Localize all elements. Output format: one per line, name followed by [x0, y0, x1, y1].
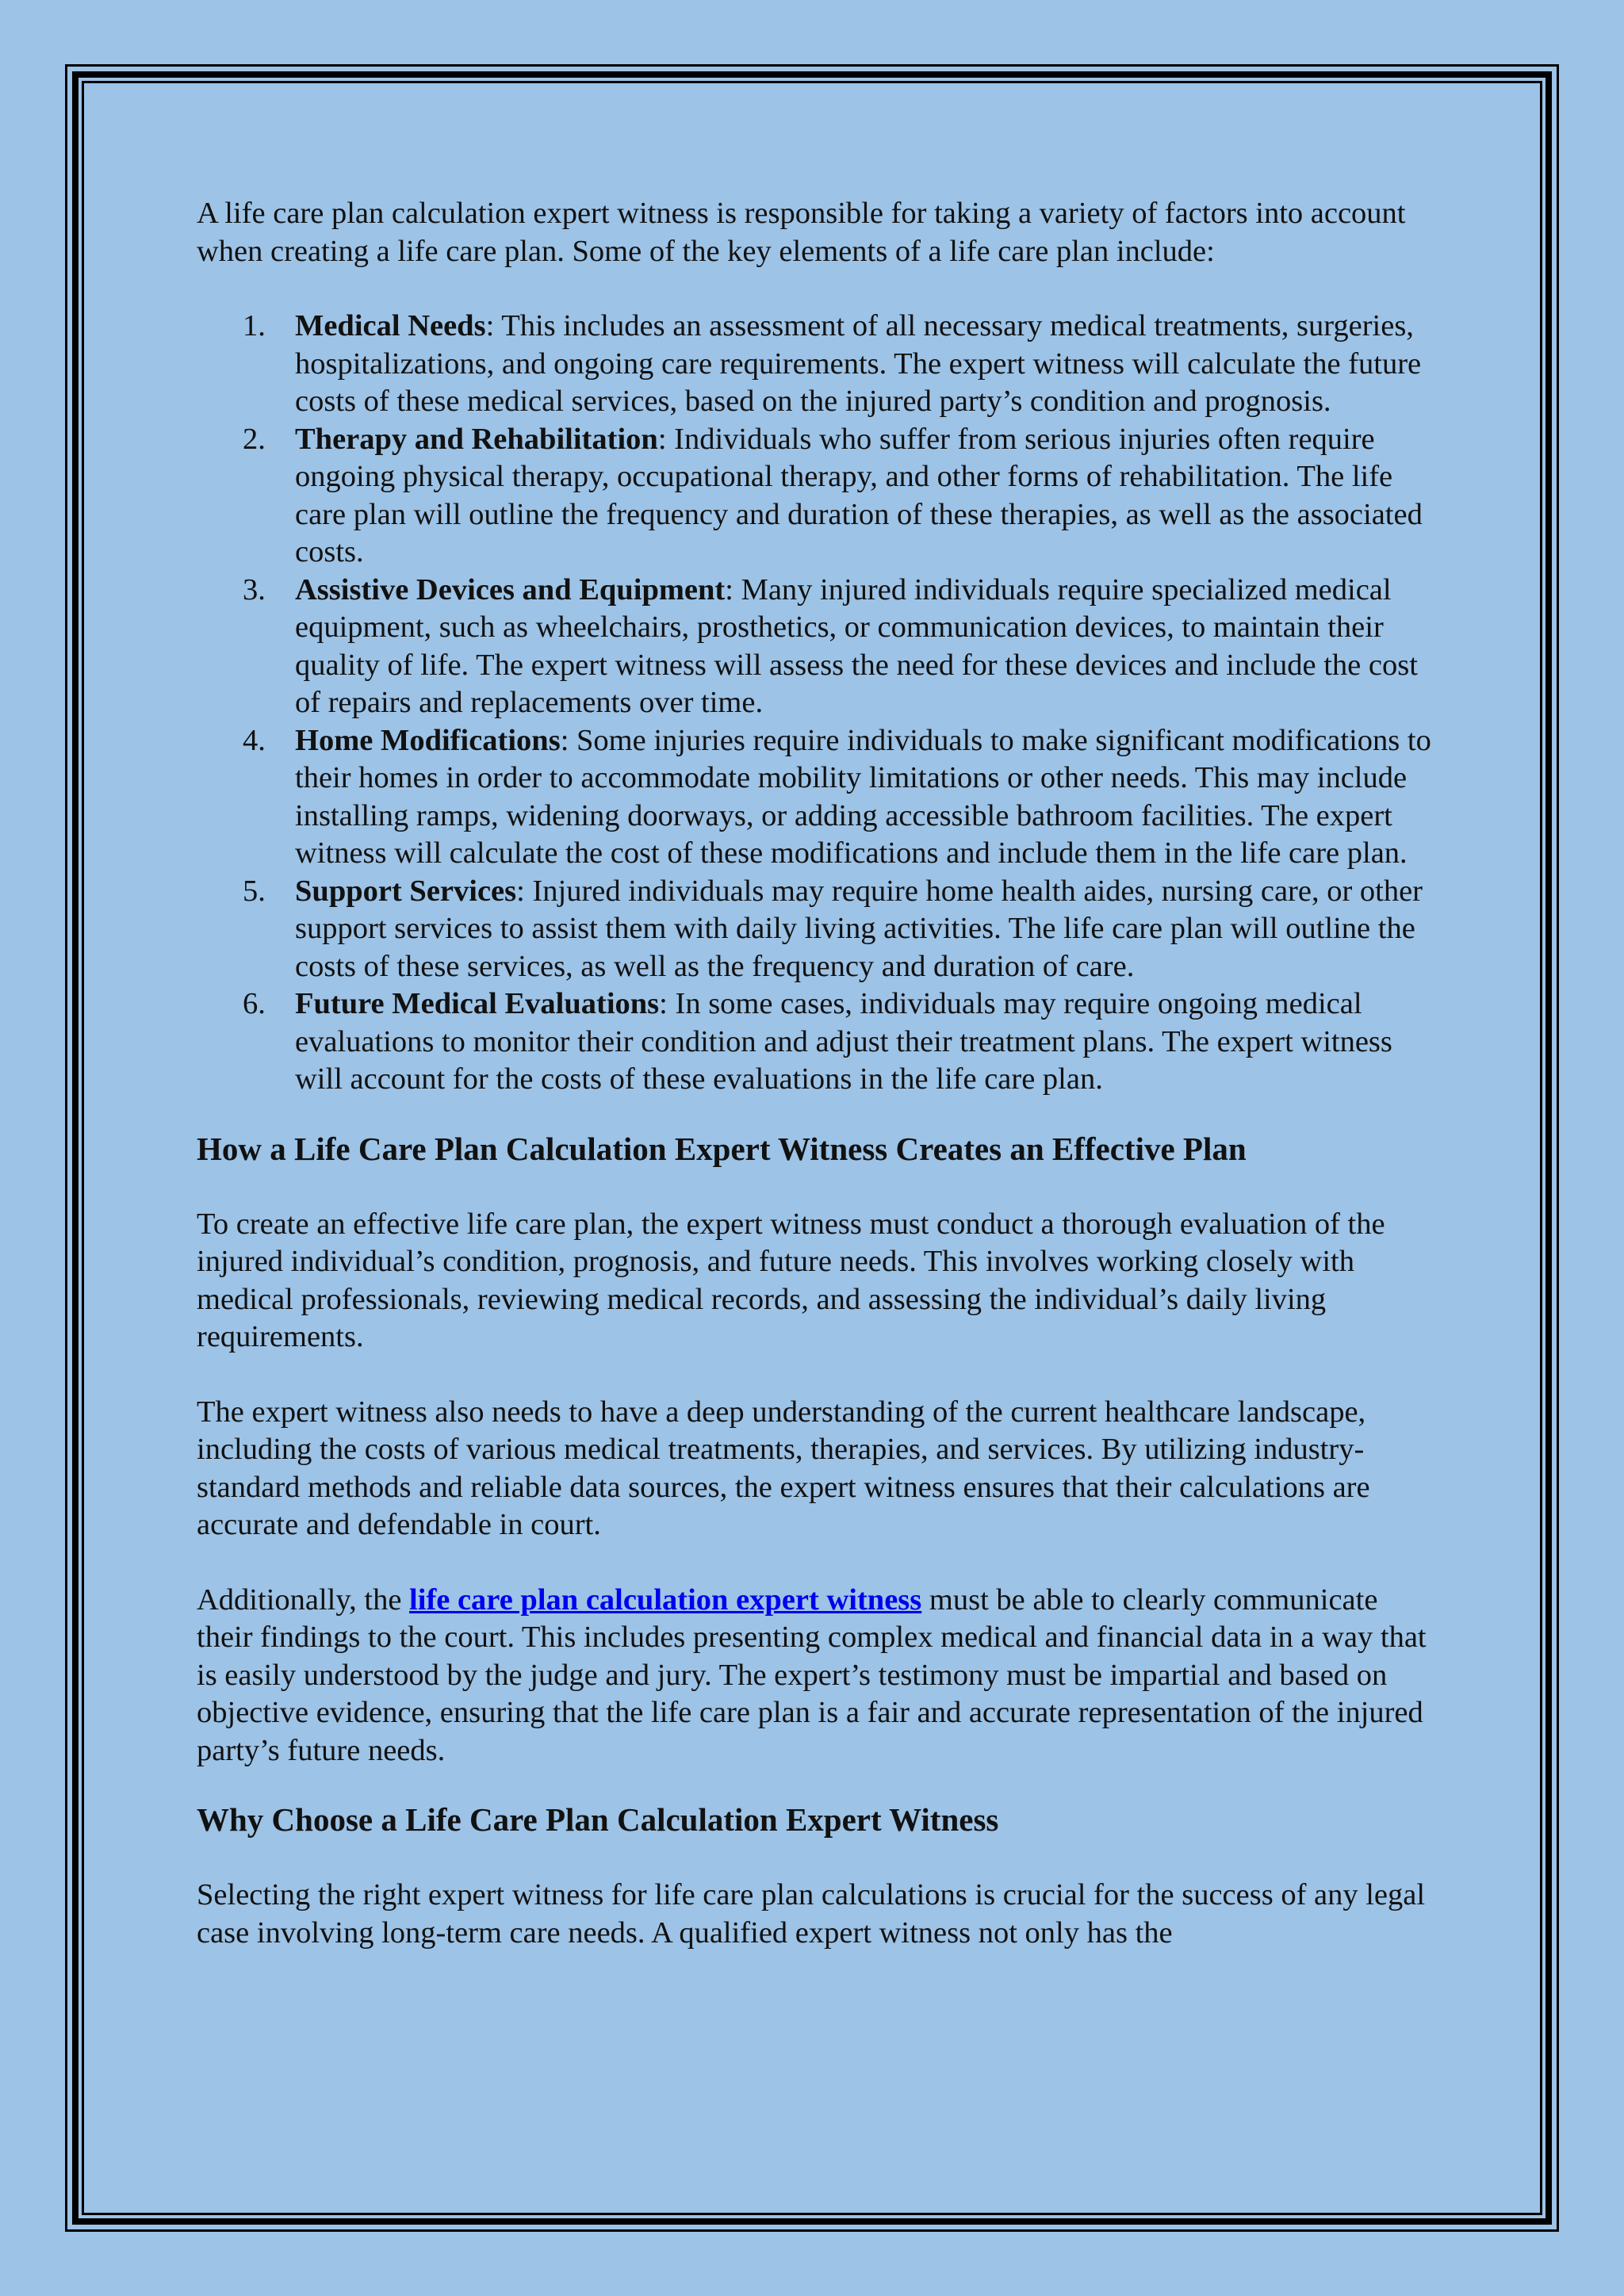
- list-item: [197, 572, 1434, 722]
- list-item-text: : In some cases, individuals may require ongoing medical evaluations to monitor their condition and adjust their treatment plans. The expert witness will account for the costs of these evaluations in the life care plan.: [295, 987, 1392, 1096]
- list-item-term: Future Medical Evaluations: [295, 987, 660, 1020]
- section-heading-effective-plan: How a Life Care Plan Calculation Expert Witness Creates an Effective Plan: [197, 1130, 1247, 1167]
- list-item-term: Support Services: [295, 874, 517, 908]
- list-item-number: 6.: [243, 987, 266, 1020]
- body-paragraph: Selecting the right expert witness for life care plan calculations is crucial for the success of any legal case involving long-term care needs. A qualified expert witness not only has the: [197, 1878, 1426, 1950]
- intro-paragraph: A life care plan calculation expert witness is responsible for taking a variety of factors into account when creating a life care plan. Some of the key elements of a life care plan include:: [197, 197, 1406, 268]
- paragraph-text-after-link: must be able to clearly communicate their findings to the court. This includes presenting complex medical and financial data in a way that is easily understood by the judge and jury. The expert’s testimony must be impartial and based on objective evidence, ensuring that the life care plan is a fair and accurate representation of the injured party’s future needs.: [197, 1582, 1427, 1767]
- list-item-term: Assistive Devices and Equipment: [295, 572, 726, 607]
- list-item-number: 3.: [243, 572, 266, 607]
- body-paragraph: The expert witness also needs to have a deep understanding of the current healthcare landscape, including the costs of various medical treatments, therapies, and services. By utilizing industry-standard methods and reliable data sources, the expert witness ensures that their calculations are accurate and defendable in court.: [197, 1395, 1370, 1541]
- list-item-term: Medical Needs: [295, 309, 486, 342]
- list-item-number: 5.: [243, 874, 266, 908]
- paragraph-text-before-link: Additionally, the: [197, 1582, 410, 1617]
- list-item-text: : Individuals who suffer from serious injuries often require ongoing physical therapy, occupational therapy, and other forms of rehabilitation. The life care plan will outline the frequency and duration of these therapies, as well as the associated costs.: [295, 422, 1423, 568]
- list-item: [197, 308, 1434, 421]
- document-body: [197, 195, 1434, 1989]
- list-item-text: : This includes an assessment of all necessary medical treatments, surgeries, hospitalizations, and ongoing care requirements. The expert witness will calculate the future costs of these medical services, based on the injured party’s condition and prognosis.: [295, 309, 1422, 418]
- list-item-text: : Injured individuals may require home health aides, nursing care, or other support services to assist them with daily living activities. The life care plan will outline the costs of these services, as well as the frequency and duration of care.: [295, 874, 1423, 983]
- expert-witness-link[interactable]: life care plan calculation expert witness: [409, 1582, 922, 1617]
- list-item-number: 2.: [243, 422, 266, 456]
- list-item: [197, 722, 1434, 873]
- list-item: [197, 985, 1434, 1099]
- list-item-text: : Many injured individuals require specialized medical equipment, such as wheelchairs, prosthetics, or communication devices, to maintain their quality of life. The expert witness will assess the need for these devices and include the cost of repairs and replacements over time.: [295, 572, 1418, 719]
- body-paragraph: To create an effective life care plan, the expert witness must conduct a thorough evaluation of the injured individual’s condition, prognosis, and future needs. This involves working closely with medical professionals, reviewing medical records, and assessing the individual’s daily living requirements.: [197, 1207, 1385, 1353]
- key-elements-list: [197, 308, 1434, 1099]
- list-item-term: Therapy and Rehabilitation: [295, 422, 658, 456]
- list-item-term: Home Modifications: [295, 723, 561, 757]
- list-item: [197, 421, 1434, 572]
- section-heading-why-choose: Why Choose a Life Care Plan Calculation Expert Witness: [197, 1801, 999, 1838]
- list-item: [197, 873, 1434, 986]
- body-paragraph-with-link: [197, 1582, 1434, 1770]
- list-item-number: 4.: [243, 723, 266, 757]
- list-item-number: 1.: [243, 309, 266, 342]
- list-item-text: : Some injuries require individuals to make significant modifications to their homes in order to accommodate mobility limitations or other needs. This may include installing ramps, widening doorways, or adding accessible bathroom facilities. The expert witness will calculate the cost of these modifications and include them in the life care plan.: [295, 723, 1431, 870]
